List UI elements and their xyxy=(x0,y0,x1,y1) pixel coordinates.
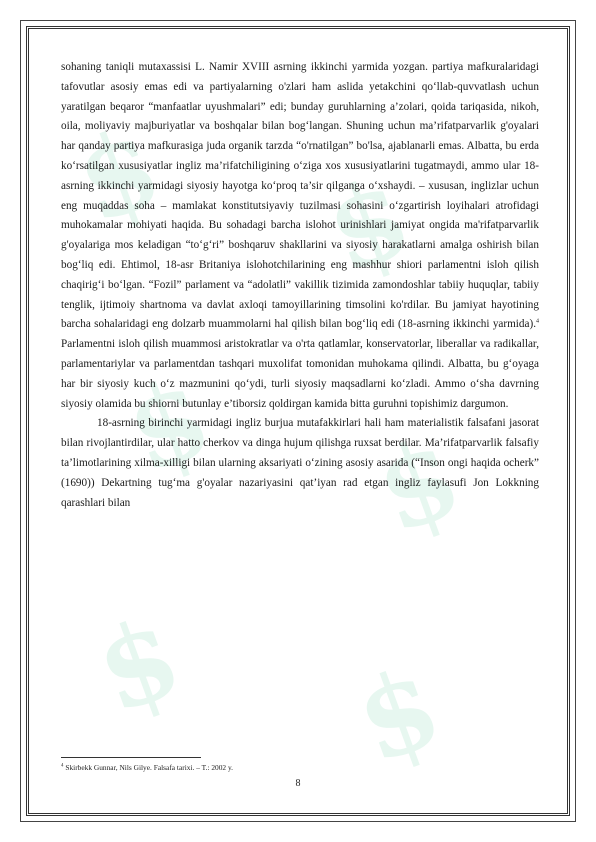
footnote xyxy=(61,763,233,772)
footnote-text: Skirbekk Gunnar, Nils Gilye. Falsafa tarixi. – T.: 2002 y. xyxy=(63,763,234,772)
watermark-glyph: $ xyxy=(360,410,477,559)
watermark-glyph: $ xyxy=(340,640,457,789)
watermark-glyph: $ xyxy=(110,350,227,499)
paragraph-1-text: sohaning taniqli mutaxassisi L. Namir XVIII asrning ikkinchi yarmida yozgan. partiya mafkuralaridagi tafovutlar asosiy emas edi va partiyalarning o'zlari ham aslida yetakchini qo‘llab-quvvatlash uchun yaratilgan beqaror “manfaatlar uyushmalari” edi; bunday guruhlarning a’zolari, qoida tariqasida, nikoh, oila, moliyaviy majburiyatlar va boshqalar bilan bog‘langan. Shuning uchun ma’rifatparvarlik g'oyalari har qanday partiya mafkurasiga juda organik tarzda “o'rnatilgan” bo'lsa, ajablanarli emas. Albatta, bu erda ko‘rsatilgan xususiyatlar ingliz ma’rifatchiligining o‘ziga xos xususiyatlarini tugatmaydi, ammo ular 18-asrning ikkinchi yarmidagi siyosiy hayotga ko‘proq ta’sir qilganga o‘xshaydi. – xususan, inglizlar uchun eng muqaddas soha – mamlakat konstitutsiyaviy tuzilmasi sohasini o‘zgartirish loyihalari atrofidagi muhokamalar mohiyati haqida. Bu sohadagi barcha islohot urinishlari jamiyat ongida ma'rifatparvarlik g'oyalariga mos keladigan “to‘g‘ri” boshqaruv shakllarini va siyosiy harakatlarni amalga oshirish bilan bog‘liq edi. Ehtimol, 18-asr Britaniya islohotchilarining eng mashhur shiori parlamentni isloh qilish chaqirig‘i bo‘lgan. “Fozil” parlament va “adolatli” vakillik tizimida zamondoshlar tabiiy huquqlar, tabiiy tenglik, ijtimoiy shartnoma va davlat axloqi tamoyillarining timsolini ko'rdilar. Bu jamiyat hayotining barcha sohalaridagi eng dolzarb muammolarni hal qilish bilan bog‘liq edi (18-asrning ikkinchi yarmida). xyxy=(61,61,539,331)
body-text xyxy=(61,58,539,513)
watermark-glyph: $ xyxy=(310,150,427,299)
paragraph-1-continuation: Parlamentni isloh qilish muammosi aristokratlar va o'rta qatlamlar, konservatorlar, liberallar va radikallar, parlamentariylar va parlamentdan tashqari muxolifat tomonidan muhokama qilindi. Albatta, bu g‘oyaga har bir siyosiy kuch o‘z mazmunini qo‘ydi, turli siyosiy maqsadlarni ko‘zladi. Ammo o‘sha davrning siyosiy olamida bu shiorni butunlay e’tiborsiz qoldirgan kamida bitta guruhni topishimiz dargumon. xyxy=(61,338,539,410)
footnote-reference[interactable]: 4 xyxy=(536,318,539,325)
footnote-separator xyxy=(61,757,201,758)
footnote-marker: 4 xyxy=(61,763,64,769)
paragraph-1 xyxy=(61,58,539,414)
page-number: 8 xyxy=(295,778,301,789)
watermark-glyph: $ xyxy=(80,590,197,739)
paragraph-2: 18-asrning birinchi yarmidagi ingliz burjua mutafakkirlari hali ham materialistik falsafani jasorat bilan rivojlantirdilar, ular hatto cherkov va dinga hujum qilishga ruxsat berdilar. Ma’rifatparvarlik falsafiy ta’limotlarining xilma-xilligi bilan ularning aksariyati o‘zining asosiy asarida (“Inson ongi haqida ocherk” (1690)) Dekartning tug‘ma g'oyalar nazariyasini qat’iyan rad etgan ingliz faylasufi Jon Lokkning qarashlari bilan xyxy=(61,417,539,509)
watermark-glyph: $ xyxy=(60,100,177,249)
